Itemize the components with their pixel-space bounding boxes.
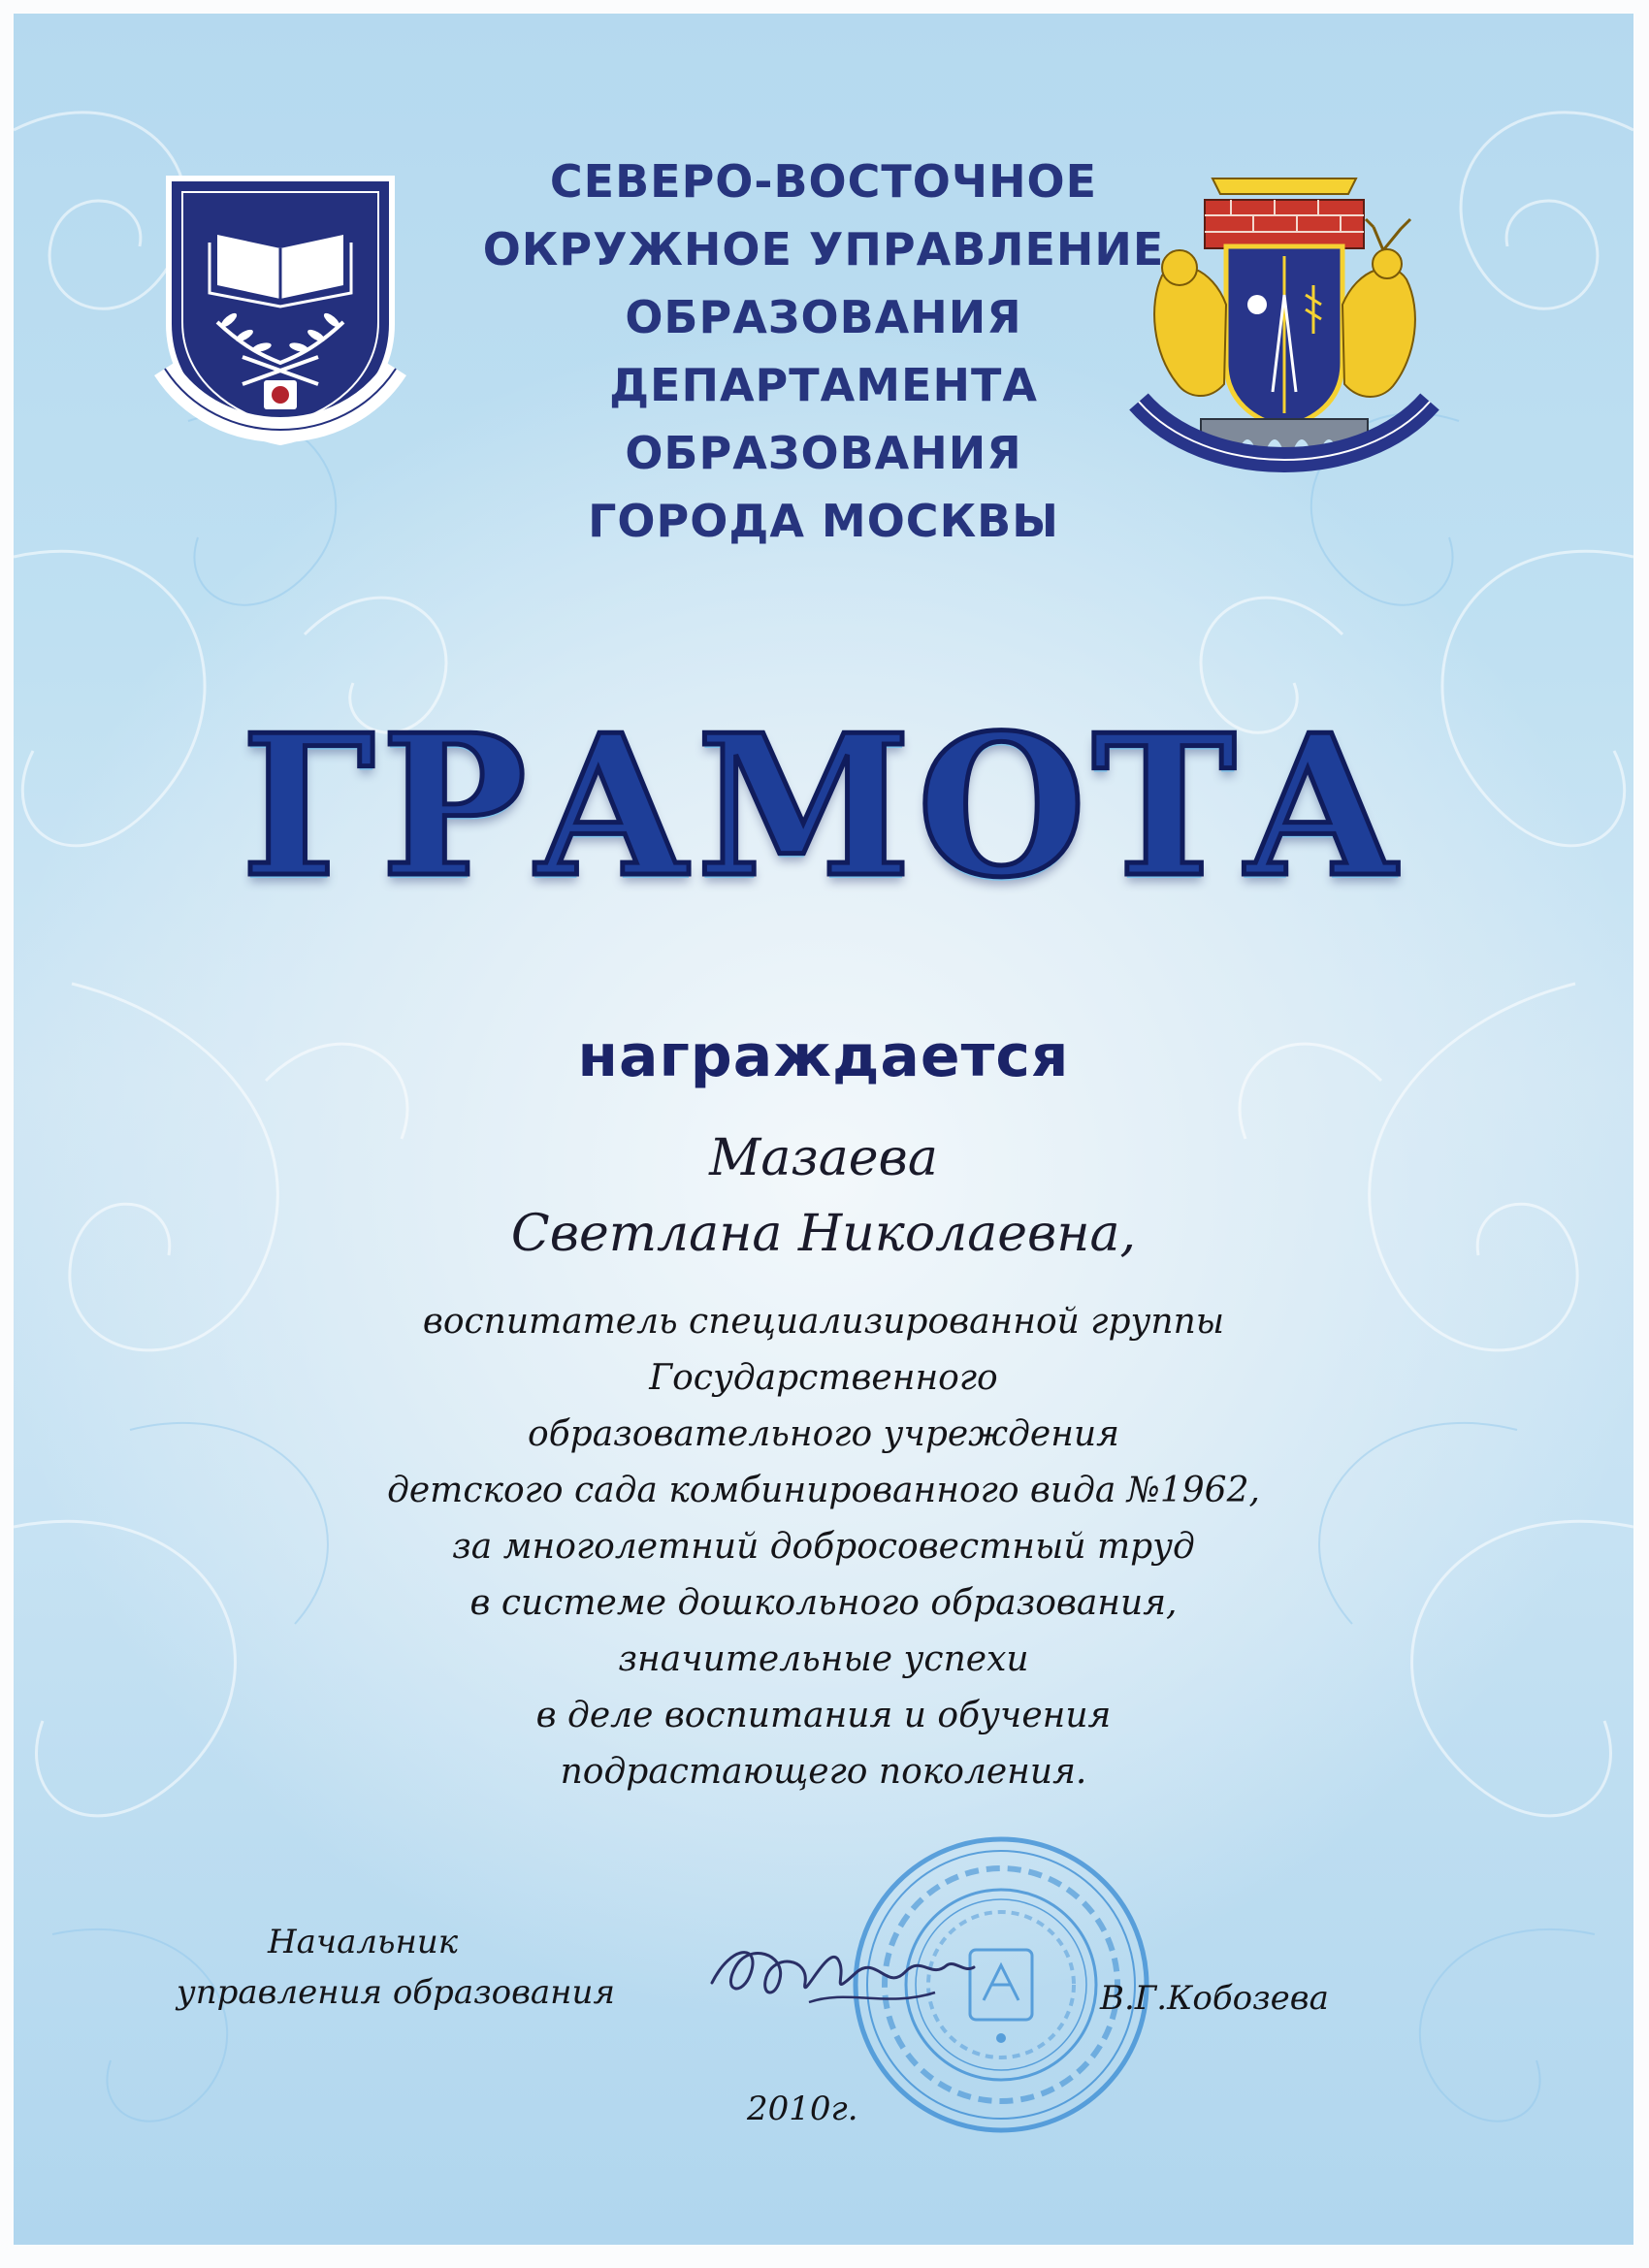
header-line-1: СЕВЕРО-ВОСТОЧНОЕ: [549, 155, 1098, 208]
recipient-given-names: Светлана Николаевна,: [510, 1205, 1137, 1263]
recipient-surname: Мазаева: [709, 1129, 938, 1187]
body-line-7: значительные успехи: [618, 1639, 1029, 1679]
signatory-position-line-2: управления образования: [177, 1973, 615, 2012]
header-line-6: ГОРОДА МОСКВЫ: [588, 495, 1059, 547]
header-line-4: ДЕПАРТАМЕНТА: [609, 359, 1038, 411]
signature-icon: [693, 1915, 984, 2022]
body-line-9: подрастающего поколения.: [560, 1752, 1087, 1792]
body-line-4: детского сада комбинированного вида №1962,: [387, 1471, 1260, 1510]
body-line-2: Государственного: [649, 1358, 998, 1398]
body-line-8: в деле воспитания и обучения: [535, 1696, 1112, 1735]
header-line-5: ОБРАЗОВАНИЯ: [625, 427, 1022, 479]
signatory-position-line-1: Начальник: [268, 1923, 459, 1961]
header-line-3: ОБРАЗОВАНИЯ: [625, 291, 1022, 343]
signatory-name: В.Г.Кобозева: [1100, 1979, 1329, 2018]
body-line-5: за многолетний добросовестный труд: [452, 1527, 1195, 1567]
awarded-phrase: награждается: [577, 1022, 1070, 1090]
award-title: ГРАМОТА: [241, 693, 1406, 921]
body-line-6: в системе дошкольного образования,: [469, 1583, 1178, 1623]
header-line-2: ОКРУЖНОЕ УПРАВЛЕНИЕ: [482, 223, 1165, 275]
issue-year: 2010г.: [747, 2090, 858, 2128]
body-line-1: воспитатель специализированной группы: [422, 1302, 1225, 1342]
certificate: [14, 14, 1633, 2245]
body-line-3: образовательного учреждения: [528, 1414, 1119, 1454]
